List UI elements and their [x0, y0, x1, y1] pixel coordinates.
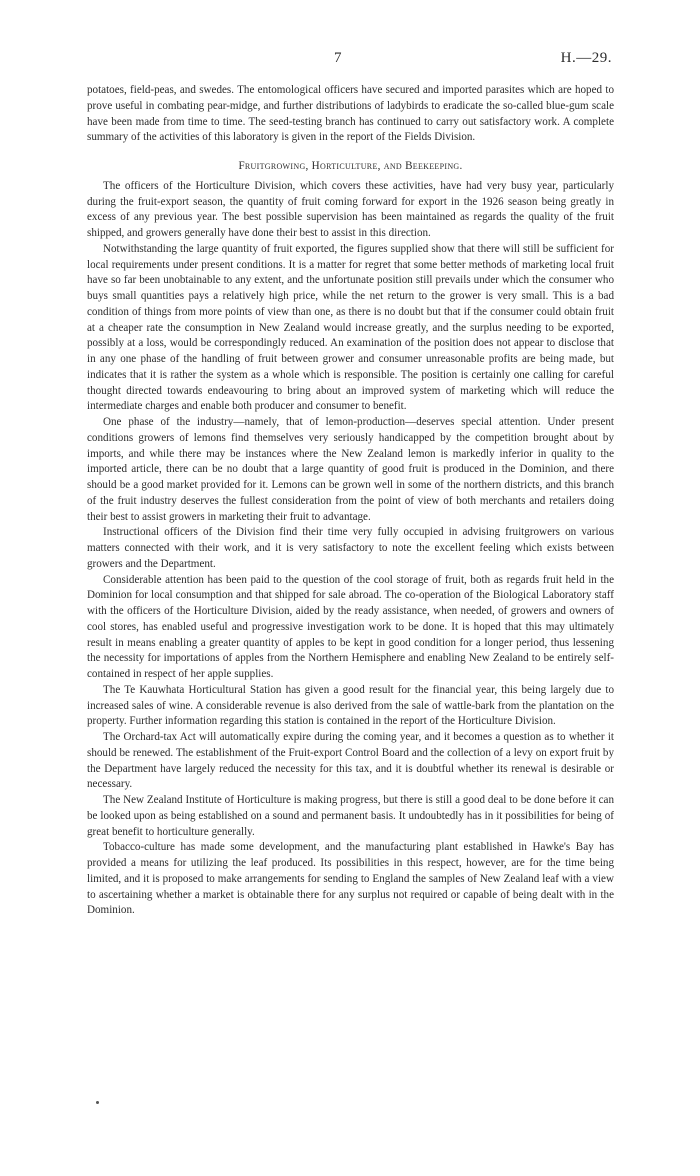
paragraph-te-kauwhata-station: The Te Kauwhata Horticultural Station has given a good result for the financial year, this being largely due to increased sales of wine. A considerable revenue is also derived from the sale of wattle-bark from the plantation on the property. Further information regarding this station is contained in the report of the Horticulture Division. [87, 683, 614, 728]
paragraph-tobacco-culture: Tobacco-culture has made some development, and the manufacturing plant established in Hawke's Bay has provided a means for utilizing the leaf produced. Its possibilities in this respect, however, are for the time being limited, and it is proposed to make arrangements for sending to England the samples of New Zealand leaf with a view to ascertaining whether a market is obtainable there for any surplus not required or capable of being dealt with in the Dominion. [87, 841, 614, 917]
page-number: 7 [334, 50, 342, 66]
paragraph-orchard-tax-act: The Orchard-tax Act will automatically expire during the coming year, and it becomes a question as to whether it should be renewed. The establishment of the Fruit-export Control Board and the collection of a levy on export fruit by the Department have largely reduced the necessity for this tax, and it is doubtful whether its renewal is desirable or necessary. [87, 731, 614, 791]
page-body [87, 83, 614, 919]
document-reference: H.—29. [560, 50, 612, 66]
paragraph-lemon-production: One phase of the industry—namely, that of lemon-production—deserves special attention. Under present conditions growers of lemons find themselves very seriously handicapped by the competition brought about by imports, and while there may be instances where the New Zealand lemon is markedly inferior in quality to the imported article, there can be no doubt that a large quantity of good fruit is produced in the Dominion, and there should be a good market provided for it. Lemons can be grown well in some of the northern districts, and this branch of the fruit industry deserves the fullest consideration from the point of view of both merchants and retailers doing their best to assist growers in marketing their fruit to advantage. [87, 416, 614, 523]
stray-dot-mark [96, 1101, 99, 1104]
paragraph-instructional-officers: Instructional officers of the Division find their time very fully occupied in advising fruitgrowers on various matters connected with their work, and it is very satisfactory to note the excellent feeling which exists between growers and the Department. [87, 526, 614, 570]
intro-paragraph: potatoes, field-peas, and swedes. The entomological officers have secured and imported parasites which are hoped to prove useful in combating pear-midge, and further distributions of ladybirds to eradicate the so-called blue-gum scale have been made from time to time. The seed-testing branch has continued to carry out satisfactory work. A complete summary of the activities of this laboratory is given in the report of the Fields Division. [87, 84, 614, 144]
paragraph-cool-storage: Considerable attention has been paid to the question of the cool storage of fruit, both as regards fruit held in the Dominion for local consumption and that shipped for sale abroad. The co-operation of the Biological Laboratory staff with the officers of the Horticulture Division, aided by the ready assistance, when needed, of growers and owners of cool stores, has enabled useful and progressive investigation work to be done. It is hoped that this may ultimately result in means enabling a greater quantity of apples to be kept in good condition for a longer period, thus lessening the necessity for importations of apples from the Northern Hemisphere and enabling New Zealand to be entirely self-contained in respect of her apple supplies. [87, 573, 614, 680]
section-heading: Fruitgrowing, Horticulture, and Beekeeping. [238, 160, 463, 172]
paragraph-fruit-marketing: Notwithstanding the large quantity of fruit exported, the figures supplied show that there will still be sufficient for local requirements under present conditions. It is a matter for regret that some better methods of marketing local fruit have so far been unobtainable to any extent, and the unfortunate position still prevails under which the consumer who buys small quantities pays a relatively high price, while the net return to the grower is very small. This is a bad condition of things from more points of view than one, as there is no doubt but that if the consumer could obtain fruit at a cheaper rate the consumption in New Zealand would increase greatly, and the surplus needing to be exported, possibly at a loss, would be correspondingly reduced. An examination of the position does not appear to disclose that in any one phase of the handling of fruit between grower and consumer unreasonable profits are being made, but indicates that it is rather the system as a whole which is responsible. The position is certainly one calling for careful thought directed towards endeavouring to bring about an improved system of marketing which will reduce the intermediate charges and enable both producer and consumer to benefit. [87, 242, 614, 413]
paragraph-horticulture-division: The officers of the Horticulture Division, which covers these activities, have had very busy year, particularly during the fruit-export season, the quantity of fruit coming forward for export in the 1926 season being greatly in excess of any previous year. The best possible supervision has been maintained as regards the quality of the fruit shipped, and growers generally have done their best to assist in this direction. [87, 179, 614, 239]
paragraph-institute-of-horticulture: The New Zealand Institute of Horticulture is making progress, but there is still a good deal to be done before it can be looked upon as being established on a sound and permanent basis. It undoubtedly has in it possibilities for being of great benefit to horticulture generally. [87, 794, 614, 838]
